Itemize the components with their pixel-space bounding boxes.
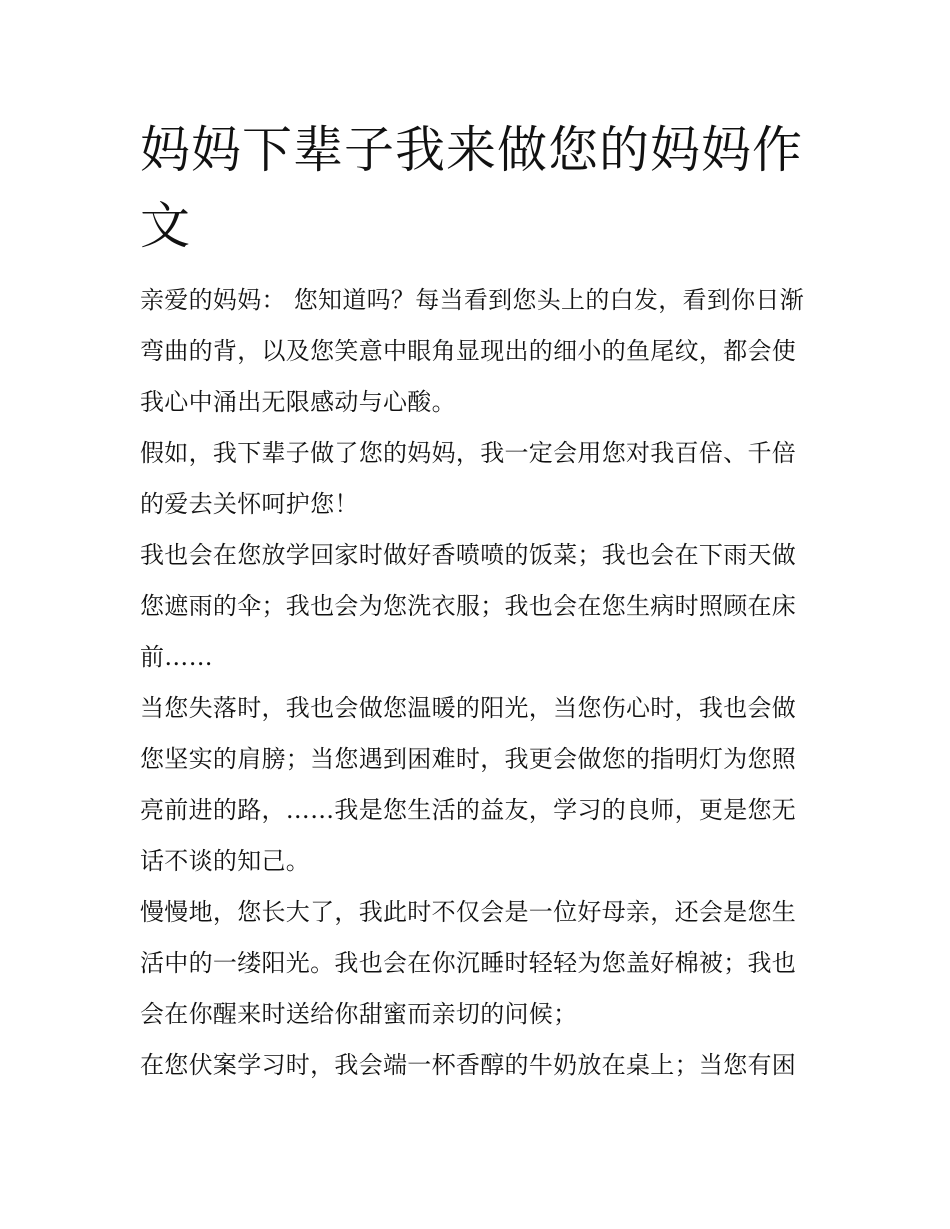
paragraph-2: 假如，我下辈子做了您的妈妈，我一定会用您对我百倍、千倍的爱去关怀呵护您！ <box>140 439 797 518</box>
document-body <box>140 275 820 1091</box>
paragraph-1: 亲爱的妈妈： 您知道吗？每当看到您头上的白发，看到你日渐弯曲的背，以及您笑意中眼角显现出的细小的鱼尾纹，都会使我心中涌出无限感动与心酸。 <box>140 286 805 416</box>
paragraph-6: 在您伏案学习时，我会端一杯香醇的牛奶放在桌上；当您有困 <box>140 1051 797 1079</box>
paragraph-5: 慢慢地，您长大了，我此时不仅会是一位好母亲，还会是您生活中的一缕阳光。我也会在你沉睡时轻轻为您盖好棉被；我也会在你醒来时送给你甜蜜而亲切的问候； <box>140 898 797 1028</box>
paragraph-4: 当您失落时，我也会做您温暖的阳光，当您伤心时，我也会做您坚实的肩膀；当您遇到困难时，我更会做您的指明灯为您照亮前进的路，……我是您生活的益友，学习的良师，更是您无话不谈的知己。 <box>140 694 797 875</box>
document-title: 妈妈下辈子我来做您的妈妈作文 <box>140 121 803 255</box>
paragraph-3: 我也会在您放学回家时做好香喷喷的饭菜；我也会在下雨天做您遮雨的伞；我也会为您洗衣服；我也会在您生病时照顾在床前…… <box>140 541 797 671</box>
